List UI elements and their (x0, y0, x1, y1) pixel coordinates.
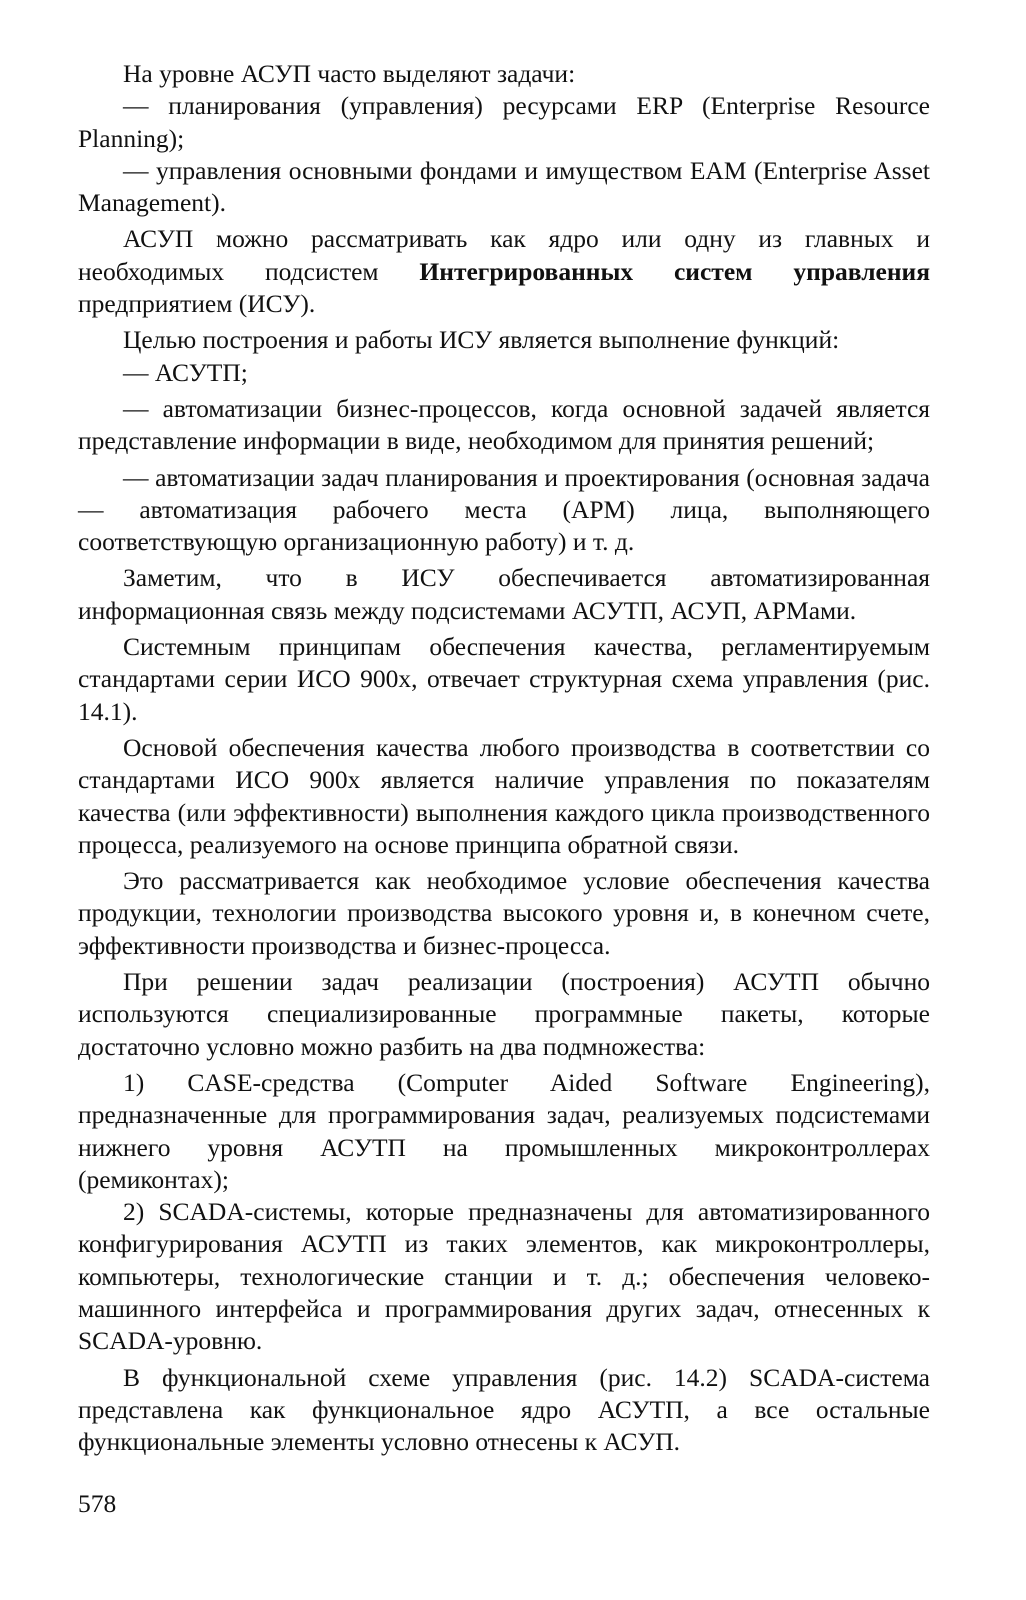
paragraph-software-packages: При решении задач реализации (построения) АСУТП обычно используются специализированные программные пакеты, которые достаточно условно можно разбить на два подмножества: (78, 967, 930, 1061)
list-item-eam: — управления основными фондами и имуществом ЕАМ (Enterprise Asset Management). (78, 155, 930, 218)
paragraph-intro: На уровне АСУП часто выделяют задачи: (123, 59, 576, 88)
page-body (78, 58, 930, 1458)
paragraph-asup-core-start: АСУП можно рассматривать как ядро или одну из главных и необходимых подсистем (78, 224, 930, 286)
term-integrated-systems: Интегрированных систем управления (419, 256, 931, 286)
list-item-case: 1) CASE-средства (Computer Aided Software Engineering), предназначенные для программирования задач, реализуемых подсистемами нижнего уровня АСУТП на промышленных микроконтроллерах (ремиконтах); (78, 1067, 930, 1194)
paragraph-isu-goal: Целью построения и работы ИСУ является выполнение функций: (123, 325, 840, 355)
list-item-erp: — планирования (управления) ресурсами ERP (Enterprise Resource Planning); (78, 91, 930, 153)
paragraph-isu-link: Заметим, что в ИСУ обеспечивается автоматизированная информационная связь между подсистемами АСУТП, АСУП, АРМами. (78, 563, 930, 625)
paragraph-condition: Это рассматривается как необходимое условие обеспечения качества продукции, технологии производства высокого уровня и, в конечном счете, эффективности производства и бизнес-процесса. (78, 866, 930, 960)
list-item-asutp: — АСУТП; (123, 357, 248, 387)
page-number: 578 (78, 1489, 117, 1518)
paragraph-functional-scheme: В функциональной схеме управления (рис. 14.2) SCADA-система представлена как функциональное ядро АСУТП, а все остальные функциональные элементы условно отнесены к АСУП. (78, 1362, 930, 1457)
list-item-scada: 2) SCADA-системы, которые предназначены для автоматизированного конфигурирования АСУТП из таких элементов, как микроконтроллеры, компьютеры, технологические станции и т. д.; обеспечения человеко-машинного интерфейса и программирования других задач, отнесенных к SCADA-уровню. (78, 1197, 930, 1356)
list-item-business-processes: — автоматизации бизнес-процессов, когда основной задачей является представление информации в виде, необходимом для принятия решений; (78, 393, 930, 456)
list-item-planning: — автоматизации задач планирования и проектирования (основная задача — автоматизация рабочего места (АРМ) лица, выполняющего соответствующую организационную работу) и т. д. (78, 462, 930, 557)
paragraph-asup-core (78, 223, 930, 320)
paragraph-quality-basis: Основой обеспечения качества любого производства в соответствии со стандартами ИСО 900х является наличие управления по показателям качества (или эффективности) выполнения каждого цикла производственного процесса, реализуемого на основе принципа обратной связи. (78, 732, 930, 859)
paragraph-iso-principles: Системным принципам обеспечения качества, регламентируемым стандартами серии ИСО 900x, отвечает структурная схема управления (рис. 14.1). (78, 632, 930, 726)
paragraph-asup-core-end: предприятием (ИСУ). (78, 289, 316, 319)
